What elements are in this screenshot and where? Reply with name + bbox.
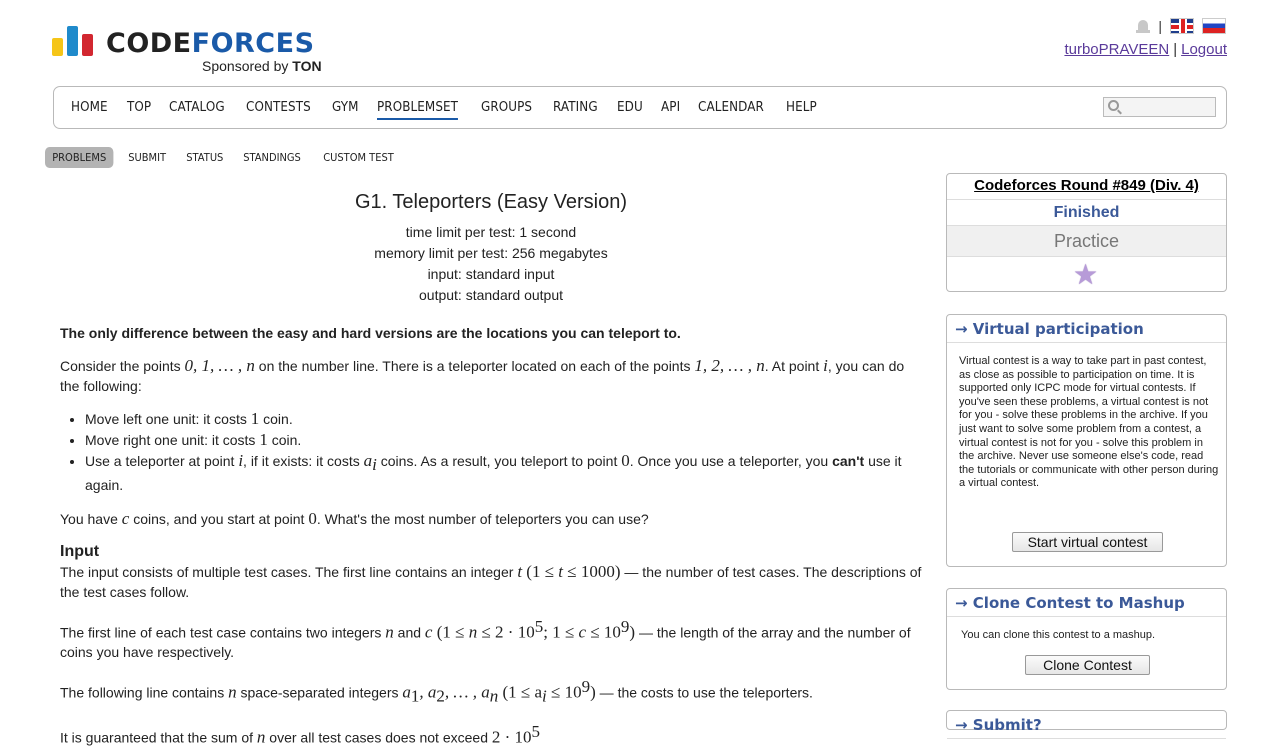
menu-item-gym[interactable]: GYM bbox=[332, 100, 359, 115]
tab-submit[interactable]: SUBMIT bbox=[128, 151, 167, 164]
menu-item-groups[interactable]: GROUPS bbox=[481, 100, 533, 115]
input-paragraph: The following line contains n space-separated integers $a_1$, $a_2$, … , $a_n$ $(1 \le a_i \le 10^9)$ — the costs to use the teleporters. bbox=[60, 677, 813, 706]
operations-list bbox=[60, 409, 922, 495]
menu-item-edu[interactable]: EDU bbox=[617, 100, 644, 115]
problem-limits bbox=[60, 222, 922, 306]
problem-statement bbox=[60, 190, 922, 748]
logo-bars-icon bbox=[52, 24, 96, 58]
tab-problems[interactable]: PROBLEMS bbox=[45, 147, 113, 168]
memory-limit: memory limit per test: 256 megabytes bbox=[374, 245, 608, 261]
language-bar bbox=[1136, 18, 1226, 34]
menu-item-calendar[interactable]: CALENDAR bbox=[698, 100, 765, 115]
clone-contest-box bbox=[946, 588, 1227, 690]
favourite-row bbox=[947, 256, 1226, 292]
menu-item-help[interactable]: HELP bbox=[785, 100, 817, 115]
input-paragraph: The first line of each test case contains two integers n and c ($1 \le n \le 2 \cdot 10^5$; $1 \le c \le 10^9$) — the length of the array and the number of coins you have respectively. bbox=[60, 616, 911, 661]
english-flag-icon[interactable] bbox=[1170, 18, 1194, 34]
contest-status: Finished bbox=[947, 199, 1226, 225]
logout-link[interactable]: Logout bbox=[1181, 41, 1227, 58]
contest-info-box bbox=[946, 173, 1227, 292]
menu-item-problemset[interactable]: PROBLEMSET bbox=[377, 100, 458, 120]
statement-paragraph: You have c coins, and you start at point 0. What's the most number of teleporters you can use? bbox=[60, 508, 649, 528]
clone-contest-button[interactable]: Clone Contest bbox=[1025, 655, 1150, 675]
search-icon bbox=[1108, 100, 1119, 111]
clone-contest-text: You can clone this contest to a mashup. bbox=[961, 629, 1156, 641]
tab-status[interactable]: STATUS bbox=[186, 151, 224, 164]
main-menu bbox=[53, 86, 1227, 129]
list-item: • Move right one unit: it costs 1 coin. bbox=[85, 430, 922, 450]
output-spec: output: standard output bbox=[419, 287, 563, 303]
menu-item-home[interactable]: HOME bbox=[71, 100, 108, 115]
time-limit: time limit per test: 1 second bbox=[405, 224, 577, 240]
input-paragraph: The input consists of multiple test cases. The first line contains an integer t (1 ≤ t ≤ 1000) — the number of test cases. The descriptions of the test cases follow. bbox=[60, 561, 922, 600]
contest-title[interactable]: Codeforces Round #849 (Div. 4) bbox=[974, 177, 1199, 194]
list-item: • Use a teleporter at point i, if it exists: it costs $a_i$ coins. As a result, you teleport to point 0. Once you use a teleporter, you can't use it again. bbox=[85, 451, 922, 495]
start-virtual-contest-button[interactable]: Start virtual contest bbox=[1012, 532, 1163, 552]
submit-title[interactable]: → Submit? bbox=[947, 711, 1226, 739]
practice-label: Practice bbox=[947, 225, 1226, 256]
menu-item-catalog[interactable]: CATALOG bbox=[169, 100, 225, 115]
virtual-participation-box bbox=[946, 314, 1227, 567]
problem-title: G1. Teleporters (Easy Version) bbox=[355, 191, 627, 213]
menu-item-api[interactable]: API bbox=[661, 100, 681, 115]
virtual-participation-title[interactable]: → Virtual participation bbox=[947, 315, 1226, 343]
input-spec: input: standard input bbox=[427, 266, 555, 282]
clone-contest-title[interactable]: → Clone Contest to Mashup bbox=[947, 589, 1226, 617]
problem-subtabs bbox=[45, 147, 411, 168]
user-links bbox=[1064, 41, 1227, 58]
tab-standings[interactable]: STANDINGS bbox=[243, 151, 302, 164]
version-note: The only difference between the easy and hard versions are the locations you can teleport to. bbox=[60, 325, 681, 341]
username-link[interactable]: turboPRAVEEN bbox=[1064, 41, 1170, 58]
bell-icon[interactable] bbox=[1136, 18, 1150, 34]
tab-custom-test[interactable]: CUSTOM TEST bbox=[323, 151, 395, 164]
search-input[interactable] bbox=[1103, 97, 1216, 117]
submit-box bbox=[946, 710, 1227, 734]
input-section-title: Input bbox=[60, 542, 100, 560]
sponsor-text: Sponsored by TON bbox=[202, 58, 322, 74]
menu-item-contests[interactable]: CONTESTS bbox=[245, 100, 311, 115]
menu-item-top[interactable]: TOP bbox=[126, 100, 152, 115]
logo-wordmark: CODEFORCES bbox=[106, 28, 315, 59]
star-icon[interactable]: ★ bbox=[1073, 259, 1099, 290]
menu-item-rating[interactable]: RATING bbox=[552, 100, 598, 115]
statement-paragraph: Consider the points 0, 1, … , n on the number line. There is a teleporter located on each of the points 1, 2, … , n. At point i, you can do the following: bbox=[60, 356, 905, 394]
separator: | bbox=[1173, 41, 1178, 58]
virtual-participation-text: Virtual contest is a way to take part in past contest, as close as possible to participation on time. It is supported only ICPC mode for virtual contests. If you've seen these problems, a virtual contest is not for you - solve these problems in the archive. If you just want to solve some problem from a contest, a virtual contest is not for you - solve this problem in the archive. Never use someone else's code, read the tutorials or communicate with other person during a virtual contest. bbox=[959, 355, 1219, 490]
input-paragraph: It is guaranteed that the sum of n over all test cases does not exceed $2 \cdot 10^5$ bbox=[60, 721, 541, 747]
list-item: • Move left one unit: it costs 1 coin. bbox=[85, 409, 922, 429]
separator: | bbox=[1158, 18, 1162, 34]
russian-flag-icon[interactable] bbox=[1202, 18, 1226, 34]
